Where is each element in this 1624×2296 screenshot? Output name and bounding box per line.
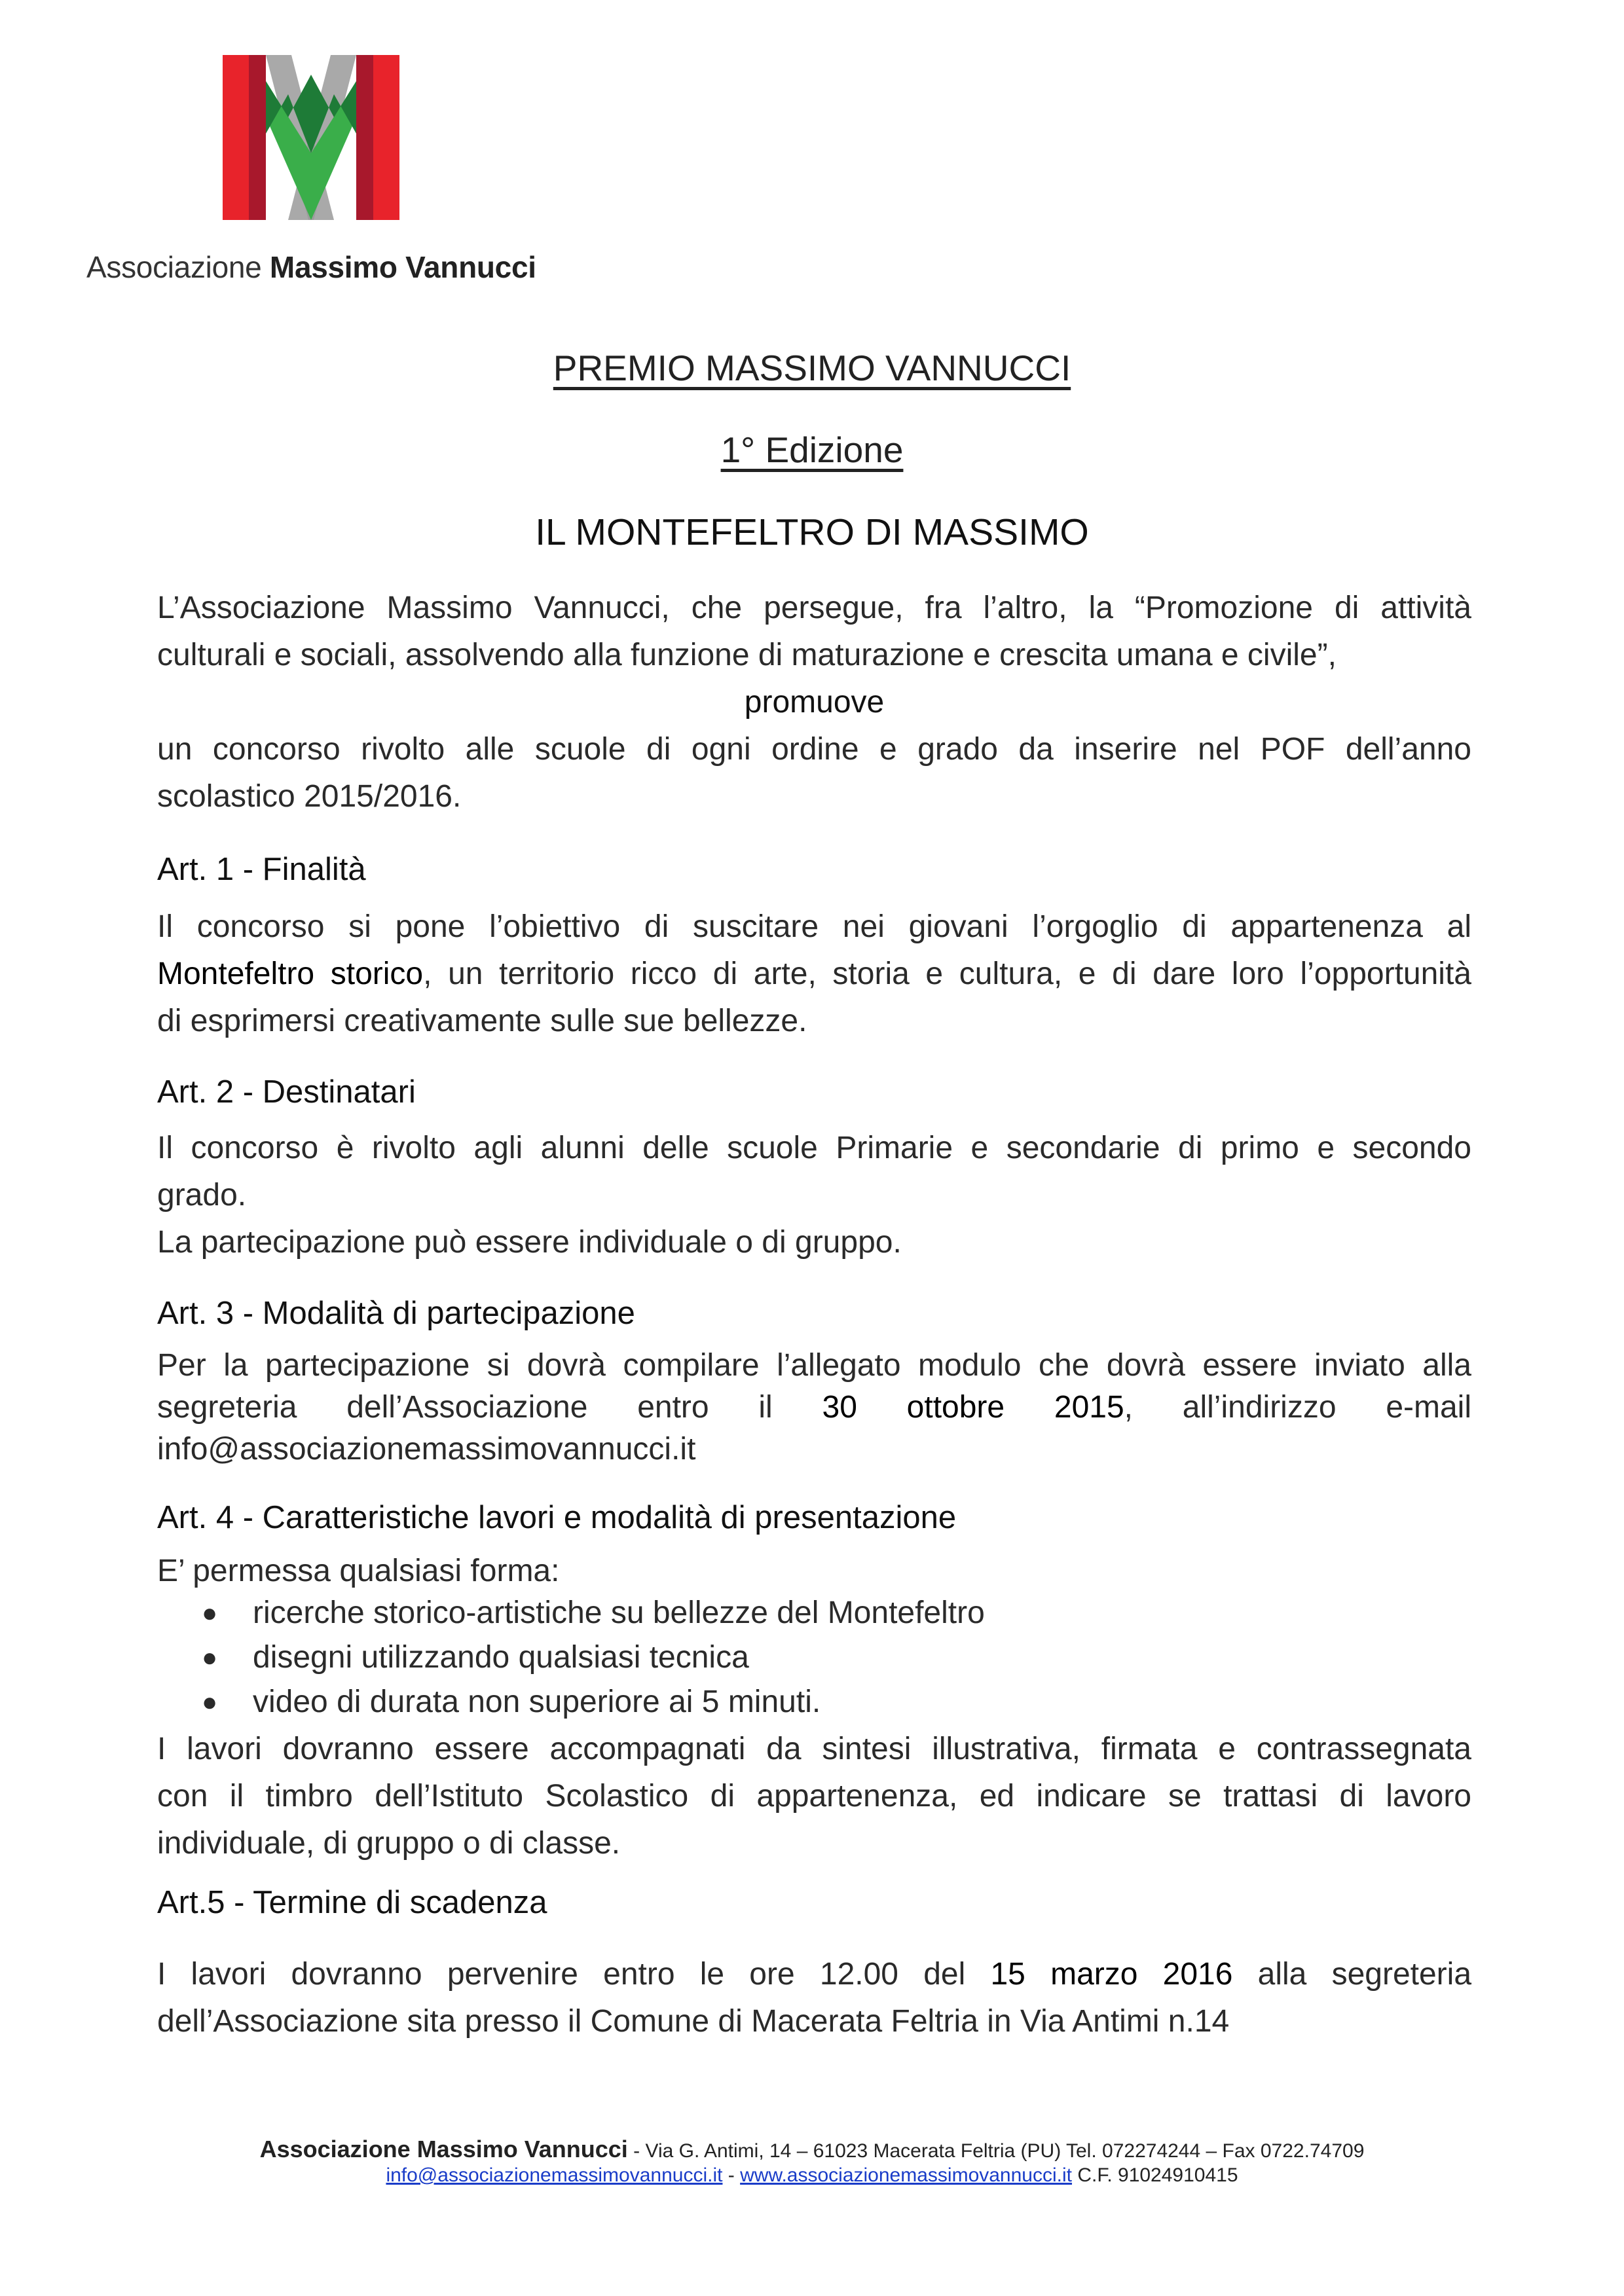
art3-line-2 [157,1387,1471,1429]
art3-line-2-a: segreteria dell’Associazione entro il [157,1390,822,1425]
art1-paragraph [157,903,1471,1045]
footer-cf: C.F. 91024910415 [1072,2164,1238,2186]
art1-heading: Art. 1 - Finalità [157,852,366,887]
list-item [196,1680,985,1724]
document-title: PREMIO MASSIMO VANNUCCI [553,348,1071,388]
art2-line-2: grado. [157,1178,247,1212]
logo-text-bold: Massimo Vannucci [269,250,536,284]
bullet-icon: ● [202,1643,218,1672]
footer-email-link[interactable]: info@associazionemassimovannucci.it [386,2164,723,2186]
bullet-icon: ● [202,1599,218,1628]
art5-deadline: 15 marzo 2016 [990,1957,1233,1992]
logo-text [86,249,536,285]
art1-line-2 [157,951,1471,998]
art3-line-2-b: , all’indirizzo e-mail [1124,1390,1471,1425]
art5-line-1-a: I lavori dovranno pervenire entro le ore 12.00 del [157,1957,991,1992]
art3-email: info@associazionemassimovannucci.it [157,1432,696,1467]
art5-heading: Art.5 - Termine di scadenza [157,1885,547,1920]
document-subtitle: IL MONTEFELTRO DI MASSIMO [535,511,1089,553]
art4-line-2: con il timbro dell’Istituto Scolastico di appartenenza, ed indicare se trattasi di lavoro [157,1779,1471,1813]
art1-line-3: di esprimersi creativamente sulle sue bellezze. [157,1004,807,1038]
intro-line-3: un concorso rivolto alle scuole di ogni ordine e grado da inserire nel POF dell’anno [157,732,1471,767]
footer-org: Associazione Massimo Vannucci [259,2136,628,2162]
edition-label: 1° Edizione [720,429,904,470]
bullet-text: disegni utilizzando qualsiasi tecnica [253,1640,749,1675]
footer-address [0,2136,1624,2163]
art2-line-3: La partecipazione può essere individuale o di gruppo. [157,1225,902,1260]
footer-contacts [0,2164,1624,2187]
art4-line-3: individuale, di gruppo o di classe. [157,1826,621,1861]
association-logo [86,55,545,291]
art4-heading: Art. 4 - Caratteristiche lavori e modalità di presentazione [157,1500,957,1535]
art2-heading: Art. 2 - Destinatari [157,1074,416,1110]
art4-line-1: I lavori dovranno essere accompagnati da sintesi illustrativa, firmata e contrassegnata [157,1732,1471,1766]
intro-line-2: culturali e sociali, assolvendo alla funzione di maturazione e crescita umana e civile”, [157,638,1337,672]
art4-intro: E’ permessa qualsiasi forma: [157,1554,560,1588]
art5-paragraph [157,1951,1471,2045]
art2-line-1: Il concorso è rivolto agli alunni delle scuole Primarie e secondarie di primo e secondo [157,1131,1471,1165]
bullet-text: video di durata non superiore ai 5 minuti. [253,1685,821,1719]
art1-line-2-rest: , un territorio ricco di arte, storia e cultura, e di dare loro l’opportunità [423,957,1471,991]
art3-line-1: Per la partecipazione si dovrà compilare l’allegato modulo che dovrà essere inviato alla [157,1348,1471,1383]
footer-website-link[interactable]: www.associazionemassimovannucci.it [740,2164,1072,2186]
art1-highlight: Montefeltro storico [157,957,424,991]
intro-line-4: scolastico 2015/2016. [157,779,462,814]
footer-separator: - [722,2164,741,2186]
art4-paragraph [157,1726,1471,1867]
art3-paragraph [157,1345,1471,1470]
intro-line-1: L’Associazione Massimo Vannucci, che persegue, fra l’altro, la “Promozione di attività [157,591,1471,625]
list-item [196,1635,985,1680]
bullet-text: ricerche storico-artistiche su bellezze del Montefeltro [253,1595,985,1630]
art1-line-1: Il concorso si pone l’obiettivo di suscitare nei giovani l’orgoglio di appartenenza al [157,909,1471,944]
art3-deadline: 30 ottobre 2015 [822,1390,1124,1425]
logo-m-mark [223,55,399,220]
art3-heading: Art. 3 - Modalità di partecipazione [157,1296,635,1331]
footer-address-text: - Via G. Antimi, 14 – 61023 Macerata Feltria (PU) Tel. 072274244 – Fax 0722.74709 [627,2140,1365,2162]
art5-line-1 [157,1951,1471,1998]
promuove-label: promuove [744,685,885,720]
art5-line-1-b: alla segreteria [1232,1957,1472,1992]
art5-line-2: dell’Associazione sita presso il Comune di Macerata Feltria in Via Antimi n.14 [157,2004,1230,2039]
list-item [196,1591,985,1635]
logo-text-regular: Associazione [86,250,270,284]
art4-bullet-list [196,1591,985,1724]
intro-paragraph [157,585,1471,820]
art2-paragraph [157,1125,1471,1266]
bullet-icon: ● [202,1688,218,1717]
